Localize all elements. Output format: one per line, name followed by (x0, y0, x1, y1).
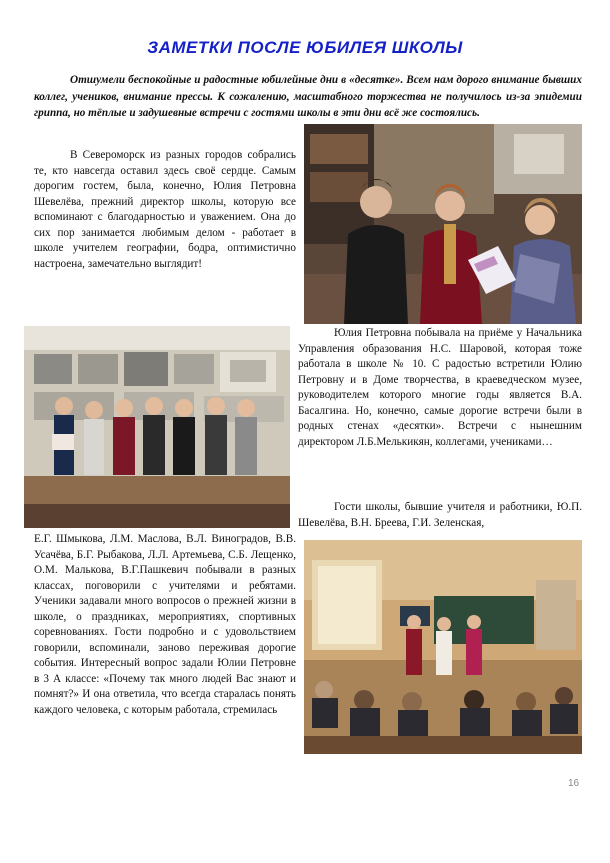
photo-classroom-visit (304, 540, 582, 754)
article-lead (34, 72, 582, 122)
paragraph-3 (298, 500, 582, 531)
page-number: 16 (568, 778, 580, 789)
article-title: ЗАМЕТКИ ПОСЛЕ ЮБИЛЕЯ ШКОЛЫ (147, 38, 463, 57)
lead-text: Отшумели беспокойные и радостные юбилейные дни в «десятке». Всем нам дорого внимание бывших коллег, учеников, внимание прессы. К сожалению, масштабного торжества не получилось из-за эпидемии гриппа, но тёплые и задушевные встречи с гостями школы в эти дни всё же состоялись. (34, 74, 582, 119)
paragraph-2-text: Юлия Петровна побывала на приёме у Начальника Управления образования Н.С. Шаровой, которая тоже работала в школе № 10. С радостью встретили Юлию Петровну и в Доме творчества, в краеведческом музее, руководителем которого многие годы является В.А. Басалгина. Но, конечно, самые дорогие встречи были в родных стенах «десятки». Встречи с нынешним директором Л.Б.Мелькикян, коллегами, учениками… (298, 327, 582, 448)
paragraph-2 (298, 326, 582, 450)
photo-museum-group (24, 326, 290, 528)
photo-classroom-visit-image (304, 540, 582, 754)
paragraph-4: Е.Г. Шмыкова, Л.М. Маслова, В.Л. Виноградов, В.В. Усачёва, Б.Г. Рыбакова, Л.Л. Артемьева, С.Б. Лещенко, О.М. Малькова, В.Г.Пашкевич побывали в разных классах, поговорили с учителями и ребятами. Ученики задавали много вопросов о прежней жизни в школе, о праздниках, мероприятиях, спортивных соревнованиях. Гости подробно и с удовольствием говорили, вспоминали, заново переживая дорогие события. Интересный вопрос задали Юлии Петровне в 3 А классе: «Почему так много людей Вас знают и помнят?» И она ответила, что всегда старалась понять каждого человека, с которым работала, стремилась (34, 533, 296, 716)
paragraph-1 (34, 148, 296, 272)
photo-museum-group-image (24, 326, 290, 528)
photo-guests-meeting-image (304, 124, 582, 324)
paragraph-3-text: Гости школы, бывшие учителя и работники, Ю.П. Шевелёва, В.Н. Бреева, Г.И. Зеленская, (298, 501, 582, 529)
photo-guests-meeting (304, 124, 582, 324)
paragraph-1-text: В Североморск из разных городов собрались те, кто навсегда оставил здесь своё сердце. Самым дорогим гостем, была, конечно, Юлия Петровна Шевелёва, прежний директор школы, которую все вспоминают с благодарностью и уважением. Она до сих пор занимается любимым делом - работает в школе учителем географии, бодра, оптимистично настроена, замечательно выглядит! (34, 149, 296, 270)
